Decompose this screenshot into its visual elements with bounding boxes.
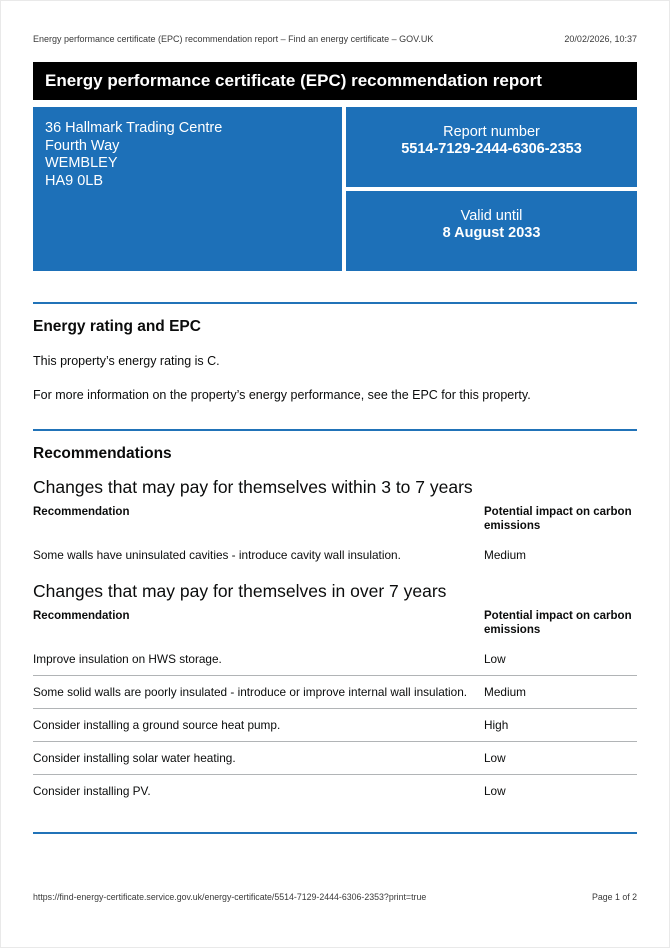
table-row <box>33 774 637 807</box>
summary-panel <box>33 107 637 271</box>
property-address <box>33 107 342 271</box>
print-header-datetime: 20/02/2026, 10:37 <box>564 34 637 44</box>
column-header-impact: Potential impact on carbon emissions <box>484 610 632 636</box>
impact-cell: Medium <box>484 548 526 562</box>
browser-print-footer <box>33 892 637 903</box>
address-line-2: Fourth Way <box>45 137 120 154</box>
recommendations-table-header <box>33 505 637 533</box>
column-header-recommendation: Recommendation <box>33 506 130 518</box>
report-number-label: Report number <box>443 123 540 140</box>
impact-cell: High <box>484 718 509 732</box>
impact-cell: Medium <box>484 685 526 699</box>
table-row <box>33 643 637 675</box>
report-page <box>1 1 669 834</box>
print-footer-url: https://find-energy-certificate.service.gov.uk/energy-certificate/5514-7129-2444-6306-2353?print=true <box>33 892 427 902</box>
impact-cell: Low <box>484 652 506 666</box>
recommendation-cell: Improve insulation on HWS storage. <box>33 652 222 666</box>
table-row <box>33 741 637 774</box>
recommendations-table-body <box>33 643 637 807</box>
recommendation-cell: Some solid walls are poorly insulated - introduce or improve internal wall insulation. <box>33 685 468 699</box>
address-line-4: HA9 0LB <box>45 172 104 189</box>
page-title: Energy performance certificate (EPC) recommendation report <box>33 62 637 100</box>
section-divider <box>33 429 637 431</box>
address-line-1: 36 Hallmark Trading Centre <box>45 120 223 136</box>
table-row <box>33 539 637 571</box>
report-number-value: 5514-7129-2444-6306-2353 <box>401 141 582 157</box>
section-divider <box>33 832 637 834</box>
impact-cell: Low <box>484 751 506 765</box>
impact-cell: Low <box>484 784 506 798</box>
valid-until-label: Valid until <box>460 207 523 224</box>
column-header-recommendation: Recommendation <box>33 610 130 622</box>
address-line-3: WEMBLEY <box>45 155 118 171</box>
recommendation-cell: Consider installing PV. <box>33 784 151 798</box>
section-divider <box>33 302 637 304</box>
table-row <box>33 675 637 708</box>
report-number-box <box>346 107 637 187</box>
recommendations-table-body <box>33 539 637 571</box>
recommendation-cell: Some walls have uninsulated cavities - introduce cavity wall insulation. <box>33 548 401 562</box>
energy-rating-heading: Energy rating and EPC <box>33 318 201 335</box>
recommendations-table-header <box>33 609 637 637</box>
valid-until-box <box>346 191 637 271</box>
column-header-impact: Potential impact on carbon emissions <box>484 506 632 532</box>
page-number: Page 1 of 2 <box>592 892 637 902</box>
valid-until-value: 8 August 2033 <box>442 225 541 241</box>
energy-rating-more-info: For more information on the property’s energy performance, see the EPC for this property. <box>33 388 531 402</box>
group-subheading-over-7-years: Changes that may pay for themselves in over 7 years <box>33 581 447 601</box>
group-subheading-3-to-7-years: Changes that may pay for themselves within 3 to 7 years <box>33 477 473 497</box>
recommendation-cell: Consider installing solar water heating. <box>33 751 236 765</box>
recommendation-cell: Consider installing a ground source heat pump. <box>33 718 281 732</box>
recommendations-heading: Recommendations <box>33 445 172 462</box>
browser-print-header <box>33 34 637 45</box>
table-row <box>33 708 637 741</box>
print-header-title: Energy performance certificate (EPC) recommendation report – Find an energy certificate – GOV.UK <box>33 34 434 44</box>
energy-rating-statement: This property’s energy rating is C. <box>33 354 220 368</box>
